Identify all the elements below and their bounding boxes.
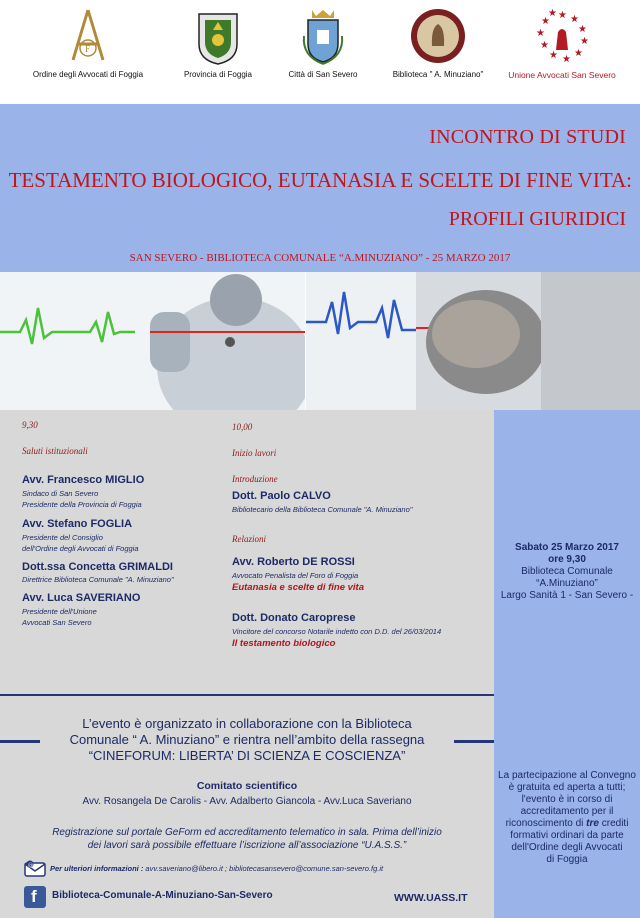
note-line: l'evento è in corso di (521, 794, 613, 805)
event-address: Largo Sanità 1 - San Severo - (500, 590, 634, 601)
speaker-name: Avv. Francesco MIGLIO (22, 474, 145, 486)
note-line: dell'Ordine degli Avvocati (511, 842, 623, 853)
collaboration-note (0, 716, 494, 764)
note-line: formativi ordinari da parte (510, 830, 624, 841)
library-medal-icon (409, 6, 467, 66)
event-time: ore 9,30 (548, 554, 586, 565)
divider (0, 694, 494, 696)
facebook-page-link[interactable]: Biblioteca-Comunale-A-Minuziano-San-Severo (52, 890, 273, 901)
scales-logo-icon (67, 6, 109, 66)
logo-biblioteca (386, 6, 490, 79)
title-band (0, 104, 640, 272)
speaker-role (22, 532, 139, 554)
time-left: 9,30 (22, 420, 38, 430)
event-date: Sabato 25 Marzo 2017 (515, 542, 619, 553)
speaker-role (22, 606, 97, 628)
contact-label: Per ulteriori informazioni : (50, 864, 144, 873)
talk-speaker-name: Avv. Roberto DE ROSSI (232, 556, 355, 568)
logo-provincia (180, 6, 256, 79)
svg-text:★: ★ (549, 50, 558, 61)
section-inizio: Inizio lavori (232, 448, 277, 458)
svg-text:★: ★ (578, 24, 587, 35)
talk-speaker-role: Avvocato Penalista del Foro di Foggia (232, 571, 359, 580)
svg-text:★: ★ (574, 48, 583, 59)
intro-speaker-name: Dott. Paolo CALVO (232, 490, 331, 502)
reg-line: dei lavori sarà possibile effettuare l’iscrizione all’associazione “U.A.S.S.” (87, 840, 407, 851)
speaker-role-line: Presidente del Consiglio (22, 533, 103, 542)
speaker-role-line: dell'Ordine degli Avvocati di Foggia (22, 544, 139, 553)
logo-label: Provincia di Foggia (183, 70, 253, 79)
event-kicker: INCONTRO DI STUDI (429, 126, 626, 148)
participation-note (494, 770, 640, 866)
speaker-role (22, 574, 174, 585)
svg-text:★: ★ (536, 28, 545, 39)
talk-speaker-role: Vincitore del concorso Notarile indetto con D.D. del 26/03/2014 (232, 627, 442, 636)
registration-note (0, 826, 494, 852)
speaker-role-line: Direttrice Biblioteca Comunale "A. Minuziano" (22, 575, 174, 584)
speaker-role-line: Presidente dell'Unione (22, 607, 97, 616)
intro-speaker-role: Bibliotecario della Biblioteca Comunale "A. Minuziano" (232, 505, 413, 514)
program-panel (0, 410, 494, 694)
speaker-name: Dott.ssa Concetta GRIMALDI (22, 561, 173, 573)
contact-emails[interactable]: avv.saveriano@libero.it ; bibliotecasansevero@comune.san-severo.fg.it (143, 864, 384, 873)
svg-text:★: ★ (548, 8, 557, 19)
logo-label: Città di San Severo (288, 70, 358, 79)
page-title: TESTAMENTO BIOLOGICO, EUTANASIA E SCELTE DI FINE VITA: (8, 168, 632, 192)
talk-title: Il testamento biologico (232, 638, 336, 649)
page-subtitle: PROFILI GIURIDICI (448, 208, 626, 230)
fist-photo (306, 272, 640, 410)
note-text: riconoscimento di (505, 818, 587, 829)
province-crest-icon (195, 6, 241, 66)
speaker-role-line: Sindaco di San Severo (22, 489, 99, 498)
svg-text:★: ★ (570, 14, 579, 25)
info-panel (0, 694, 494, 918)
section-introduzione: Introduzione (232, 474, 278, 484)
section-saluti: Saluti istituzionali (22, 446, 88, 456)
speaker-role-line: Avvocati San Severo (22, 618, 92, 627)
speaker-role-line: Presidente della Provincia di Foggia (22, 500, 142, 509)
svg-text:★: ★ (540, 40, 549, 51)
note-line: La partecipazione al Convegno (498, 770, 636, 781)
speaker-role (22, 488, 142, 510)
stars-circle-icon (532, 6, 592, 66)
svg-text:★: ★ (558, 10, 567, 21)
note-line: accreditamento per il (520, 806, 614, 817)
logo-unione-avvocati (502, 6, 622, 80)
time-right: 10,00 (232, 422, 253, 432)
reg-line: Registrazione sul portale GeForm ed accreditamento telematico in sala. Prima dell’inizio (52, 827, 442, 838)
event-info-sidebar (494, 410, 640, 918)
svg-text:★: ★ (562, 54, 571, 65)
note-line (494, 818, 640, 830)
note-line: è gratuita ed aperta a tutti; (508, 782, 626, 793)
committee-members: Avv. Rosangela De Carolis - Avv. Adalberto Giancola - Avv.Luca Saveriano (82, 796, 412, 807)
speaker-name: Avv. Stefano FOGLIA (22, 518, 133, 530)
committee-label: Comitato scientifico (196, 780, 298, 792)
logo-label: Ordine degli Avvocati di Foggia (32, 70, 144, 79)
note-text: crediti (598, 818, 629, 829)
svg-text:★: ★ (580, 36, 589, 47)
logo-label: Unione Avvocati San Severo (508, 70, 616, 80)
logo-label: Biblioteca " A. Minuziano" (392, 70, 484, 79)
collab-line: L’evento è organizzato in collaborazione con la Biblioteca (82, 716, 412, 731)
facebook-icon[interactable]: f (24, 886, 46, 908)
logo-citta-san-severo (288, 6, 358, 79)
speaker-name: Avv. Luca SAVERIANO (22, 592, 141, 604)
svg-text:★: ★ (541, 16, 550, 27)
email-icon (24, 860, 46, 878)
doctor-ecg-image (0, 272, 305, 410)
event-details (494, 542, 640, 602)
section-relazioni: Relazioni (232, 534, 266, 544)
collab-line: Comunale “ A. Minuziano” e rientra nell’ambito della rassegna (69, 732, 425, 747)
event-place-name: “A.Minuziano” (536, 578, 598, 589)
venue-line: SAN SEVERO - BIBLIOTECA COMUNALE “A.MINUZIANO” - 25 MARZO 2017 (129, 252, 511, 264)
photo-strip (0, 272, 640, 410)
fist-ecg-image (306, 272, 640, 410)
city-crest-icon (300, 6, 346, 66)
event-place: Biblioteca Comunale (521, 566, 613, 577)
logo-bar (0, 0, 640, 104)
talk-title: Eutanasia e scelte di fine vita (232, 582, 364, 593)
contact-info (50, 864, 383, 873)
svg-text:F: F (85, 44, 91, 54)
collab-line: “CINEFORUM: LIBERTA’ DI SCIENZA E COSCIENZA” (88, 748, 406, 763)
credits-count: tre (586, 818, 599, 829)
svg-text:@: @ (28, 862, 33, 869)
doctor-photo (0, 272, 305, 410)
website-link[interactable]: WWW.UASS.IT (394, 892, 468, 904)
note-line: di Foggia (546, 854, 588, 865)
logo-ordine-avvocati (20, 6, 156, 79)
talk-speaker-name: Dott. Donato Caroprese (232, 612, 356, 624)
